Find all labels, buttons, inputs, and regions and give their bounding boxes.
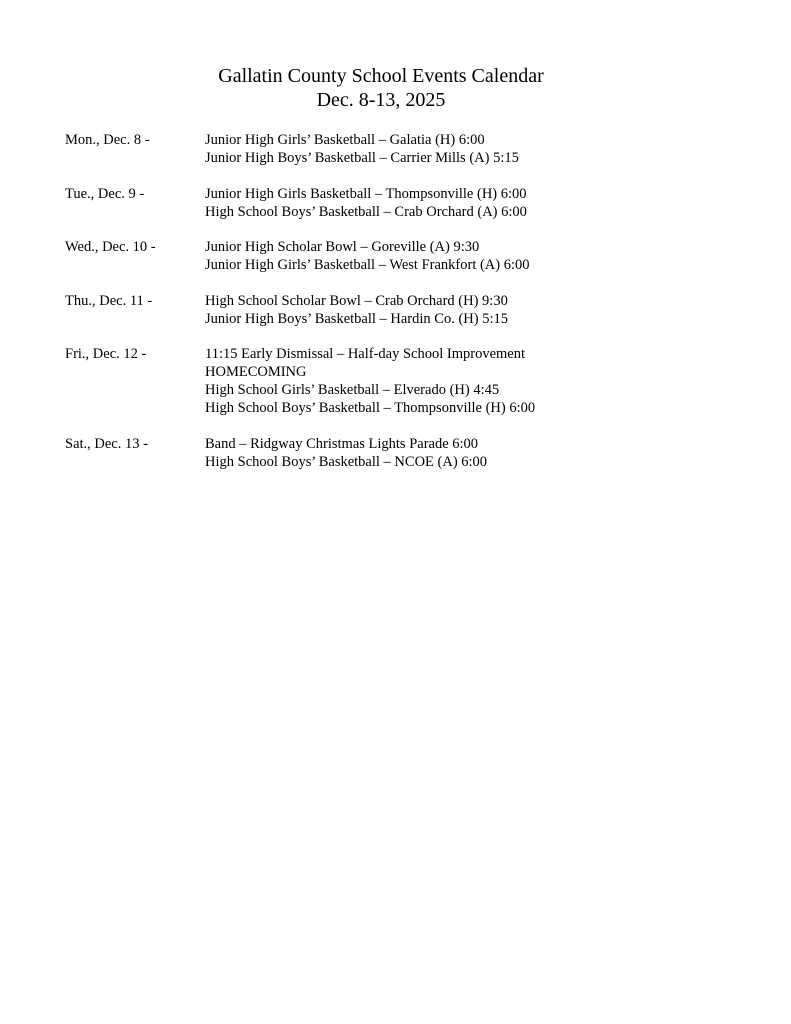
date-range: Dec. 8-13, 2025 bbox=[316, 89, 446, 111]
day-block-tuesday bbox=[65, 185, 765, 221]
day-block-thursday bbox=[65, 292, 765, 328]
event-item: Junior High Girls Basketball – Thompsonville (H) 6:00 bbox=[205, 185, 527, 202]
day-block-friday bbox=[65, 345, 765, 417]
day-block-wednesday bbox=[65, 238, 765, 274]
event-schedule bbox=[65, 131, 765, 488]
event-list bbox=[205, 345, 765, 417]
event-list bbox=[205, 292, 765, 328]
event-item: Junior High Girls’ Basketball – West Frankfort (A) 6:00 bbox=[205, 257, 530, 273]
day-label: Mon., Dec. 8 - bbox=[65, 132, 150, 148]
event-item: HOMECOMING bbox=[205, 364, 307, 380]
event-item: Junior High Boys’ Basketball – Carrier Mills (A) 5:15 bbox=[205, 150, 519, 166]
event-item: High School Boys’ Basketball – Crab Orchard (A) 6:00 bbox=[205, 203, 527, 220]
day-label: Fri., Dec. 12 - bbox=[65, 346, 147, 362]
event-item: High School Boys’ Basketball – Thompsonville (H) 6:00 bbox=[205, 400, 536, 416]
event-list bbox=[205, 131, 765, 167]
event-item: Band – Ridgway Christmas Lights Parade 6:00 bbox=[205, 435, 479, 452]
day-label: Wed., Dec. 10 - bbox=[65, 239, 156, 255]
event-item: High School Boys’ Basketball – NCOE (A) 6:00 bbox=[205, 453, 488, 470]
day-label: Tue., Dec. 9 - bbox=[65, 185, 145, 202]
event-item: Junior High Girls’ Basketball – Galatia (H) 6:00 bbox=[205, 132, 485, 148]
event-list bbox=[205, 238, 765, 274]
day-block-monday bbox=[65, 131, 765, 167]
day-label: Sat., Dec. 13 - bbox=[65, 435, 148, 452]
event-item: High School Girls’ Basketball – Elverado (H) 4:45 bbox=[205, 382, 500, 398]
event-item: 11:15 Early Dismissal – Half-day School Improvement bbox=[205, 346, 526, 362]
title-block bbox=[0, 64, 762, 112]
event-item: Junior High Scholar Bowl – Goreville (A) 9:30 bbox=[205, 239, 480, 255]
page-title: Gallatin County School Events Calendar bbox=[218, 65, 544, 87]
event-item: Junior High Boys’ Basketball – Hardin Co. (H) 5:15 bbox=[205, 310, 508, 327]
day-label: Thu., Dec. 11 - bbox=[65, 292, 153, 309]
event-item: High School Scholar Bowl – Crab Orchard (H) 9:30 bbox=[205, 292, 508, 309]
day-block-saturday bbox=[65, 435, 765, 471]
event-list bbox=[205, 435, 765, 471]
event-list bbox=[205, 185, 765, 221]
